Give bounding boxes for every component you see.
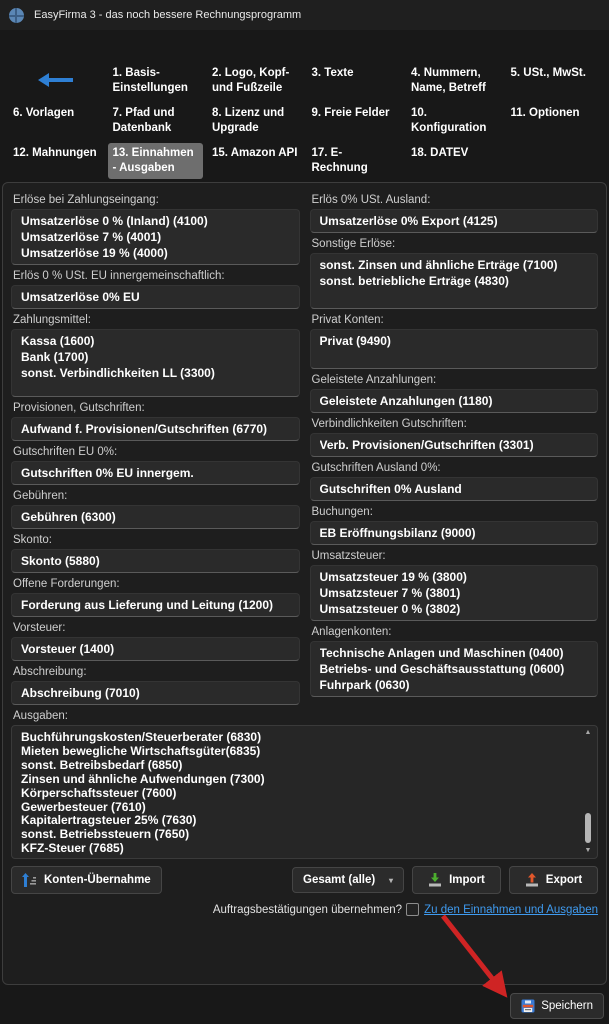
account-box[interactable] bbox=[11, 681, 300, 705]
account-list-box[interactable] bbox=[310, 641, 599, 697]
field-label: Vorsteuer: bbox=[13, 622, 66, 634]
transfer-chart-icon bbox=[22, 873, 37, 887]
account-box[interactable] bbox=[310, 389, 599, 413]
account-entry: Vorsteuer (1400) bbox=[21, 642, 115, 656]
account-entry: Skonto (5880) bbox=[21, 554, 100, 568]
app-globe-icon bbox=[9, 8, 24, 23]
scroll-up-icon[interactable]: ▲ bbox=[584, 729, 592, 736]
account-entry: Abschreibung (7010) bbox=[21, 686, 140, 700]
tab-basis-einstellungen[interactable]: 1. Basis-Einstellungen bbox=[112, 67, 188, 95]
window-title: EasyFirma 3 - das noch bessere Rechnungsprogramm bbox=[34, 9, 302, 21]
account-box[interactable] bbox=[310, 433, 599, 457]
ausgaben-listbox[interactable] bbox=[11, 725, 598, 859]
account-entry: Umsatzerlöse 7 % (4001) bbox=[21, 230, 162, 244]
account-entry: Bank (1700) bbox=[21, 350, 89, 364]
footer-bar bbox=[0, 985, 609, 1024]
account-entry: Gebühren (6300) bbox=[21, 510, 116, 524]
field-label: Skonto: bbox=[13, 534, 52, 546]
ausgaben-item[interactable]: Mieten bewegliche Wirtschaftsgüter(6835) bbox=[21, 744, 261, 758]
ausgaben-item[interactable]: KFZ-Steuer (7685) bbox=[21, 842, 124, 856]
field-label: Erlös 0% USt. Ausland: bbox=[311, 194, 431, 206]
tab-lizenz-upgrade[interactable]: 8. Lizenz und Upgrade bbox=[212, 107, 285, 135]
ausgaben-item[interactable]: Gewerbesteuer (7610) bbox=[21, 800, 146, 814]
account-box[interactable] bbox=[11, 417, 300, 441]
title-bar bbox=[0, 0, 609, 30]
back-arrow-icon bbox=[38, 73, 74, 87]
ausgaben-item[interactable]: Zinsen und ähnliche Aufwendungen (7300) bbox=[21, 772, 265, 786]
account-list-box[interactable] bbox=[310, 565, 599, 621]
tab-logo-kopf-fusszeile[interactable]: 2. Logo, Kopf- und Fußzeile bbox=[212, 67, 290, 95]
field-label: Sonstige Erlöse: bbox=[311, 238, 396, 250]
field-sonstige-erloese bbox=[310, 238, 599, 309]
settings-tab-grid bbox=[8, 60, 601, 180]
account-box[interactable] bbox=[310, 521, 599, 545]
chevron-down-icon: ▾ bbox=[388, 875, 393, 885]
scope-select[interactable] bbox=[292, 867, 404, 893]
account-entry: Gutschriften 0% EU innergem. bbox=[21, 466, 194, 480]
save-label: Speichern bbox=[541, 1000, 593, 1012]
konten-uebernahme-button[interactable] bbox=[11, 866, 162, 894]
field-label: Erlöse bei Zahlungseingang: bbox=[13, 194, 159, 206]
account-entry: Aufwand f. Provisionen/Gutschriften (6770) bbox=[21, 422, 268, 436]
tab-datev[interactable]: 18. DATEV bbox=[411, 147, 469, 159]
account-entry: Geleistete Anzahlungen (1180) bbox=[319, 394, 493, 408]
tab-optionen[interactable]: 11. Optionen bbox=[510, 107, 580, 119]
field-gebuehren bbox=[11, 490, 300, 529]
download-tray-icon bbox=[428, 873, 442, 887]
account-box[interactable] bbox=[11, 549, 300, 573]
scrollbar-thumb[interactable] bbox=[585, 813, 591, 843]
ausgaben-listwrap bbox=[11, 725, 598, 859]
field-label: Provisionen, Gutschriften: bbox=[13, 402, 145, 414]
save-button[interactable] bbox=[510, 993, 604, 1019]
account-entry: Umsatzerlöse 19 % (4000) bbox=[21, 246, 168, 260]
account-entry: sonst. Verbindlichkeiten LL (3300) bbox=[21, 366, 215, 380]
ausgaben-item[interactable]: Kapitalertragsteuer 25% (7630) bbox=[21, 814, 197, 828]
account-box[interactable] bbox=[310, 209, 599, 233]
account-entry: sonst. betriebliche Erträge (4830) bbox=[319, 274, 509, 288]
account-box[interactable] bbox=[310, 477, 599, 501]
tab-mahnungen[interactable]: 12. Mahnungen bbox=[13, 147, 97, 159]
account-list-box[interactable] bbox=[11, 209, 300, 265]
tab-texte[interactable]: 3. Texte bbox=[311, 67, 354, 79]
ausgaben-item[interactable]: Buchführungskosten/Steuerberater (6830) bbox=[21, 731, 262, 744]
account-box[interactable] bbox=[310, 329, 599, 369]
back-button[interactable] bbox=[8, 60, 104, 100]
field-erloes-ausland bbox=[310, 194, 599, 233]
ausgaben-label: Ausgaben: bbox=[13, 710, 68, 722]
ausgaben-item[interactable]: Körperschaftssteuer (7600) bbox=[21, 786, 177, 800]
floppy-disk-icon bbox=[521, 999, 535, 1013]
field-label: Gutschriften EU 0%: bbox=[13, 446, 118, 458]
einnahmen-ausgaben-link[interactable]: Zu den Einnahmen und Ausgaben bbox=[424, 903, 598, 916]
account-entry: Verb. Provisionen/Gutschriften (3301) bbox=[319, 438, 534, 452]
konten-uebernahme-label: Konten-Übernahme bbox=[44, 874, 151, 886]
account-list-box[interactable] bbox=[310, 253, 599, 309]
field-provisionen-gutschriften bbox=[11, 402, 300, 441]
field-privat-konten bbox=[310, 314, 599, 369]
account-entry: sonst. Zinsen und ähnliche Erträge (7100) bbox=[319, 258, 558, 272]
left-field-column bbox=[11, 189, 300, 705]
field-label: Verbindlichkeiten Gutschriften: bbox=[311, 418, 467, 430]
tab-amazon-api[interactable]: 15. Amazon API bbox=[212, 147, 298, 159]
field-gutschriften-ausland bbox=[310, 462, 599, 501]
field-anlagenkonten bbox=[310, 626, 599, 697]
tab-pfad-datenbank[interactable]: 7. Pfad und Datenbank bbox=[112, 107, 175, 135]
field-label: Umsatzsteuer: bbox=[311, 550, 386, 562]
upload-tray-icon bbox=[525, 873, 539, 887]
field-gutschriften-eu bbox=[11, 446, 300, 485]
account-entry: Privat (9490) bbox=[319, 334, 391, 348]
field-label: Offene Forderungen: bbox=[13, 578, 120, 590]
import-button[interactable] bbox=[412, 866, 501, 894]
account-entry: Umsatzsteuer 0 % (3802) bbox=[319, 602, 461, 616]
account-entry: Umsatzerlöse 0% Export (4125) bbox=[319, 214, 498, 228]
field-label: Privat Konten: bbox=[311, 314, 384, 326]
confirm-row bbox=[11, 903, 598, 916]
tab-e-rechnung[interactable]: 17. E-Rechnung bbox=[311, 147, 368, 175]
account-entry: Forderung aus Lieferung und Leitung (1200) bbox=[21, 598, 274, 612]
field-label: Anlagenkonten: bbox=[311, 626, 392, 638]
ausgaben-scrollbar[interactable] bbox=[581, 728, 595, 856]
field-skonto bbox=[11, 534, 300, 573]
field-label: Gebühren: bbox=[13, 490, 68, 502]
export-label: Export bbox=[545, 874, 583, 886]
auftragsbestaetigungen-question: Auftragsbestätigungen übernehmen? bbox=[212, 903, 403, 916]
field-label: Geleistete Anzahlungen: bbox=[311, 374, 437, 386]
tab-vorlagen[interactable]: 6. Vorlagen bbox=[13, 107, 75, 119]
account-entry: Umsatzerlöse 0 % (Inland) (4100) bbox=[21, 214, 208, 228]
account-box[interactable] bbox=[11, 505, 300, 529]
field-zahlungsmittel bbox=[11, 314, 300, 397]
scroll-down-icon[interactable]: ▼ bbox=[584, 847, 592, 854]
tab-freie-felder[interactable]: 9. Freie Felder bbox=[311, 107, 390, 119]
field-vorsteuer bbox=[11, 622, 300, 661]
right-field-column bbox=[310, 189, 599, 705]
auftragsbestaetigungen-checkbox[interactable] bbox=[406, 903, 419, 916]
field-label: Abschreibung: bbox=[13, 666, 87, 678]
account-list-box[interactable] bbox=[11, 329, 300, 397]
import-label: Import bbox=[449, 874, 485, 886]
field-erloese-zahlungseingang bbox=[11, 194, 300, 265]
account-entry: Umsatzsteuer 7 % (3801) bbox=[319, 586, 461, 600]
field-label: Buchungen: bbox=[311, 506, 373, 518]
field-erloes-eu bbox=[11, 270, 300, 309]
einnahmen-ausgaben-panel bbox=[2, 182, 607, 985]
tab-nummern-name-betreff[interactable]: 4. Nummern, Name, Betreff bbox=[411, 67, 486, 95]
export-button[interactable] bbox=[509, 866, 598, 894]
accounts-toolbar bbox=[11, 866, 598, 894]
field-offene-forderungen bbox=[11, 578, 300, 617]
tab-ust-mwst[interactable]: 5. USt., MwSt. bbox=[510, 67, 586, 79]
account-entry: Technische Anlagen und Maschinen (0400) bbox=[319, 646, 564, 660]
field-geleistete-anzahlungen bbox=[310, 374, 599, 413]
field-label: Gutschriften Ausland 0%: bbox=[311, 462, 441, 474]
ausgaben-item[interactable]: sonst. Betreibsbedarf (6850) bbox=[21, 758, 183, 772]
account-entry: Umsatzerlöse 0% EU bbox=[21, 290, 140, 304]
account-entry: EB Eröffnungsbilanz (9000) bbox=[319, 526, 476, 540]
account-box[interactable] bbox=[11, 461, 300, 485]
scope-select-value: Gesamt (alle) bbox=[303, 874, 376, 886]
account-entry: Kassa (1600) bbox=[21, 334, 95, 348]
tab-konfiguration[interactable]: 10. Konfiguration bbox=[411, 107, 487, 135]
ausgaben-item[interactable]: sonst. Betriebssteuern (7650) bbox=[21, 828, 190, 842]
account-box[interactable] bbox=[11, 637, 300, 661]
field-umsatzsteuer bbox=[310, 550, 599, 621]
field-label: Erlös 0 % USt. EU innergemeinschaftlich: bbox=[13, 270, 225, 282]
tab-einnahmen-ausgaben[interactable]: 13. Einnahmen - Ausgaben bbox=[108, 143, 204, 179]
field-abschreibung bbox=[11, 666, 300, 705]
account-box[interactable] bbox=[11, 285, 300, 309]
account-entry: Gutschriften 0% Ausland bbox=[319, 482, 462, 496]
field-buchungen bbox=[310, 506, 599, 545]
field-label: Zahlungsmittel: bbox=[13, 314, 91, 326]
account-box[interactable] bbox=[11, 593, 300, 617]
account-entry: Betriebs- und Geschäftsausstattung (0600) bbox=[319, 662, 565, 676]
field-verbindlichkeiten-gutschriften bbox=[310, 418, 599, 457]
account-entry: Umsatzsteuer 19 % (3800) bbox=[319, 570, 467, 584]
account-entry: Fuhrpark (0630) bbox=[319, 678, 410, 692]
